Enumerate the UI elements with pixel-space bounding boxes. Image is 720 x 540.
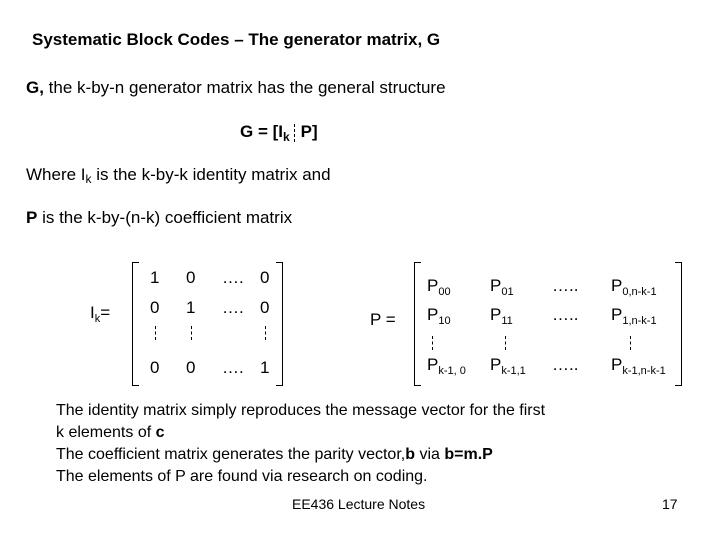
p-cell-base: P — [490, 305, 502, 324]
p-cell-sub: k-1, 0 — [438, 365, 466, 377]
note-1: The identity matrix simply reproduces the message vector for the first — [56, 402, 546, 419]
p-left-bracket — [414, 262, 421, 386]
p-label: P = — [370, 310, 396, 329]
partition-line — [294, 124, 301, 142]
note-3-via: via — [415, 446, 445, 463]
p-cell — [611, 276, 657, 296]
vertical-ellipsis — [505, 336, 506, 350]
p-cell-base: ….. — [552, 276, 579, 295]
note-3-text: The coefficient matrix generates the parity vector, — [56, 446, 406, 463]
p-cell — [490, 305, 513, 325]
identity-label — [90, 303, 110, 323]
note-4: The elements of P are found via research on coding. — [56, 468, 428, 485]
intro-rest: the k-by-n generator matrix has the general structure — [43, 78, 446, 97]
intro-line — [26, 78, 446, 98]
p-rest: is the k-by-(n-k) coefficient matrix — [37, 208, 293, 227]
identity-cell: 0 — [186, 268, 196, 287]
p-cell-base: ….. — [552, 355, 579, 374]
intro-bold: G, — [26, 78, 44, 97]
p-right-bracket — [675, 262, 682, 386]
identity-cell: …. — [222, 268, 244, 287]
note-3-formula: b=m.P — [444, 446, 493, 463]
p-cell-sub: k-1,n-k-1 — [622, 365, 666, 377]
vertical-ellipsis — [265, 326, 266, 340]
equation-lhs: G = [I — [240, 122, 283, 141]
equation-p: P] — [300, 122, 318, 141]
p-cell — [552, 305, 578, 325]
page-number: 17 — [662, 496, 678, 512]
p-cell — [552, 355, 578, 375]
note-3 — [56, 446, 493, 464]
identity-description — [26, 165, 331, 185]
slide-title: Systematic Block Codes – The generator matrix, G — [32, 30, 441, 49]
note-2 — [56, 424, 165, 442]
identity-left-bracket — [132, 262, 139, 386]
vertical-ellipsis — [155, 326, 156, 340]
identity-cell: 1 — [260, 358, 270, 377]
generator-equation — [240, 122, 318, 142]
p-cell-base: P — [611, 305, 623, 324]
p-cell-base: P — [490, 355, 502, 374]
p-cell-base: P — [490, 276, 502, 295]
identity-cell: 0 — [186, 358, 196, 377]
identity-label-eq: = — [100, 303, 111, 322]
p-cell — [552, 276, 578, 296]
equation-sub: k — [282, 130, 290, 144]
note-2-text: k elements of — [56, 424, 156, 441]
identity-cell: 0 — [150, 298, 160, 317]
p-cell-sub: 11 — [501, 315, 513, 327]
identity-cell: …. — [222, 358, 244, 377]
p-cell — [490, 276, 514, 296]
vertical-ellipsis — [191, 326, 192, 340]
p-cell-base: P — [611, 355, 623, 374]
p-cell — [490, 355, 526, 375]
desc-b: is the k-by-k identity matrix and — [91, 165, 331, 184]
p-cell-sub: 0,n-k-1 — [622, 286, 657, 298]
identity-cell: 0 — [260, 268, 270, 287]
note-3-b: b — [405, 446, 415, 463]
p-cell — [427, 355, 466, 375]
identity-right-bracket — [276, 262, 283, 386]
desc-sub: k — [85, 172, 92, 186]
p-cell-base: ….. — [552, 305, 579, 324]
p-cell — [427, 276, 451, 296]
identity-cell: 1 — [186, 298, 196, 317]
note-2-bold: c — [155, 424, 165, 441]
p-cell — [611, 305, 657, 325]
vertical-ellipsis — [630, 336, 631, 350]
p-cell-base: P — [611, 276, 623, 295]
p-cell-sub: k-1,1 — [501, 365, 526, 377]
desc-a: Where I — [26, 165, 86, 184]
p-cell-sub: 01 — [501, 286, 514, 298]
p-cell-base: P — [427, 276, 439, 295]
p-cell-sub: 00 — [438, 286, 451, 298]
p-cell-base: P — [427, 355, 439, 374]
vertical-ellipsis — [432, 336, 433, 350]
p-description — [26, 208, 292, 228]
p-cell-sub: 1,n-k-1 — [622, 315, 657, 327]
identity-cell: 0 — [150, 358, 160, 377]
identity-cell: …. — [222, 298, 244, 317]
p-cell — [611, 355, 666, 375]
identity-cell: 0 — [260, 298, 270, 317]
identity-label-i: I — [90, 303, 95, 322]
identity-label-sub: k — [94, 313, 101, 325]
p-cell-base: P — [427, 305, 439, 324]
footer-course: EE436 Lecture Notes — [292, 496, 426, 512]
identity-cell: 1 — [150, 268, 160, 287]
p-cell-sub: 10 — [438, 315, 451, 327]
p-bold: P — [26, 208, 38, 227]
p-cell — [427, 305, 451, 325]
